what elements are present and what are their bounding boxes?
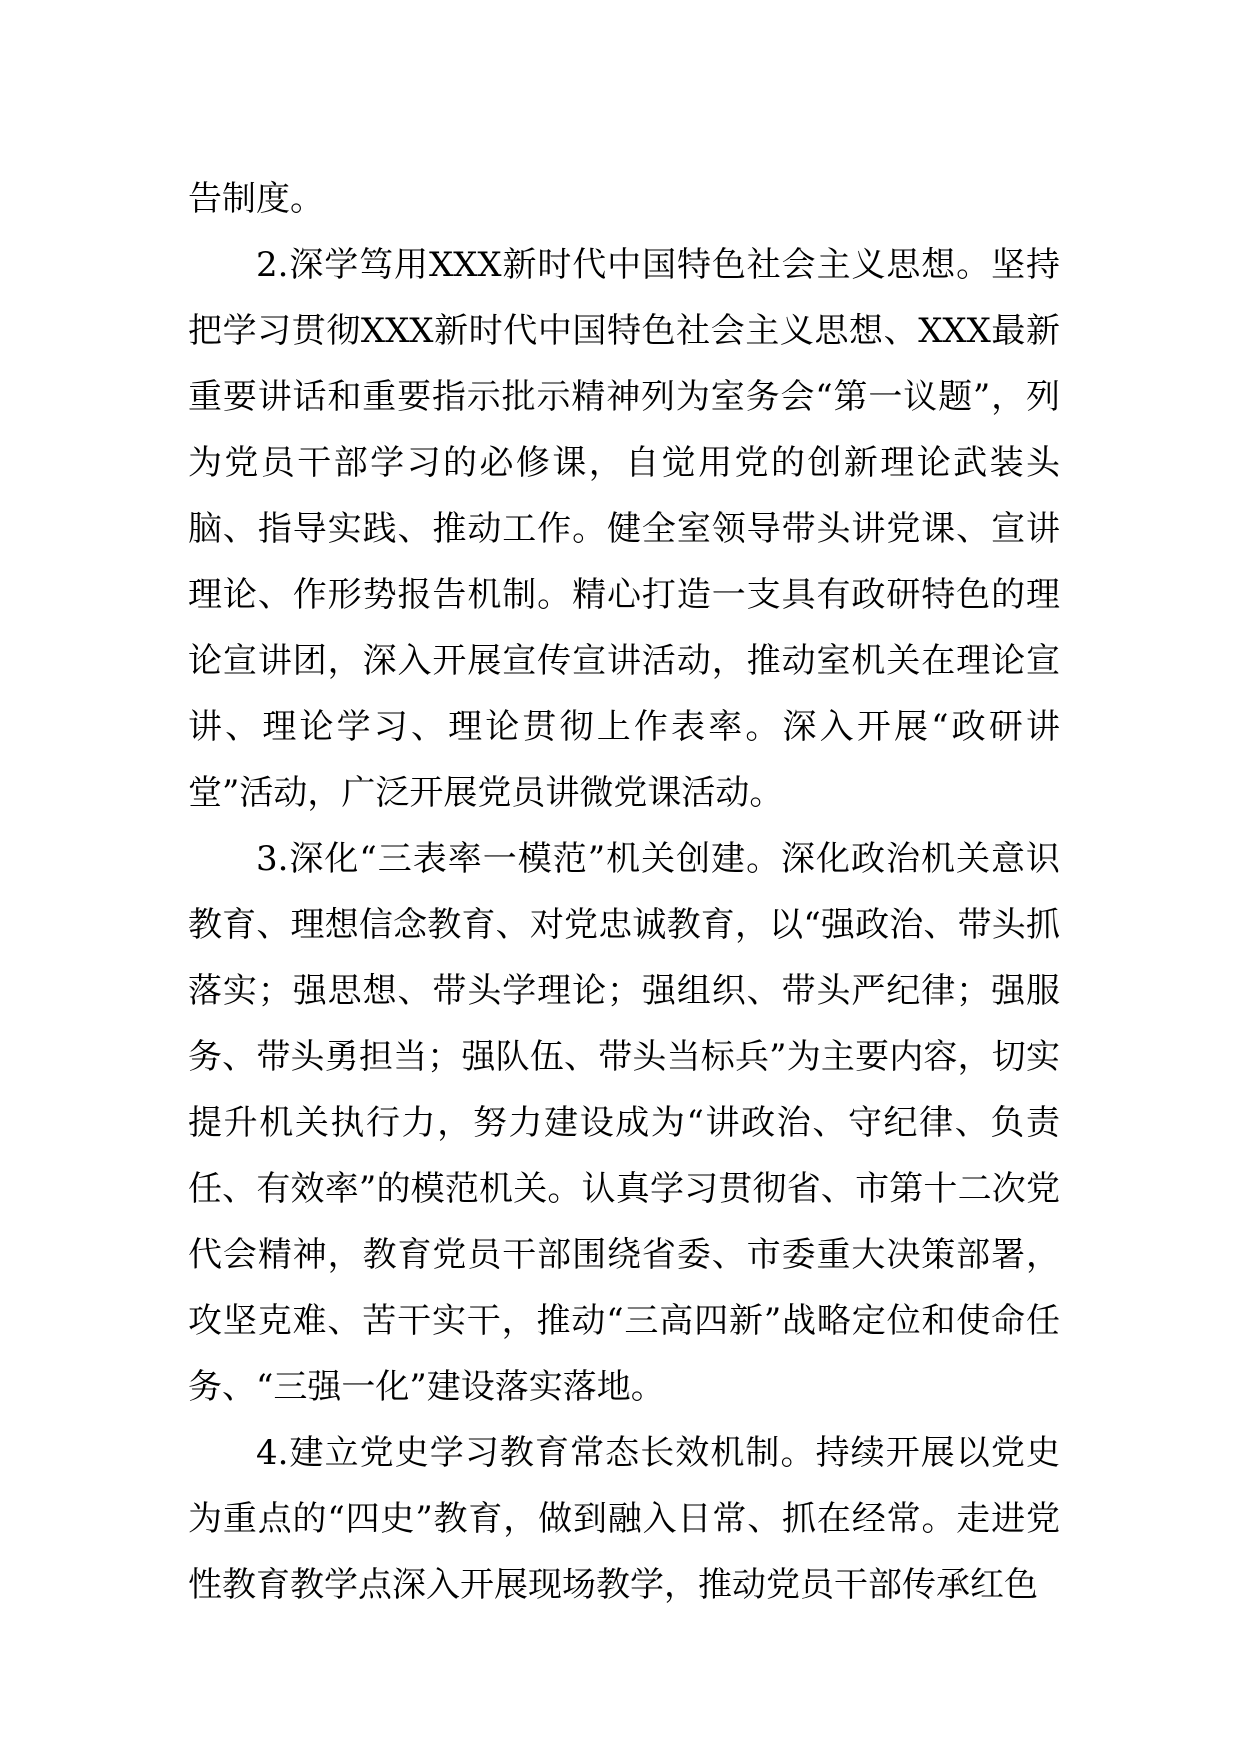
paragraph-item-3: 3.深化“三表率一模范”机关创建。深化政治机关意识教育、理想信念教育、对党忠诚教育，以“强政治、带头抓落实；强思想、带头学理论；强组织、带头严纪律；强服务、带头勇担当；强队伍、带头当标兵”为主要内容，切实提升机关执行力，努力建设成为“讲政治、守纪律、负责任、有效率”的模范机关。认真学习贯彻省、市第十二次党代会精神，教育党员干部围绕省委、市委重大决策部署，攻坚克难、苦干实干，推动“三高四新”战略定位和使命任务、“三强一化”建设落实落地。 bbox=[188, 839, 1060, 1407]
paragraph-continuation: 告制度。 bbox=[188, 179, 324, 219]
paragraph-item-4: 4.建立党史学习教育常态长效机制。持续开展以党史为重点的“四史”教育，做到融入日常、抓在经常。走进党性教育教学点深入开展现场教学，推动党员干部传承红色 bbox=[188, 1433, 1060, 1605]
paragraph-item-2: 2.深学笃用XXX新时代中国特色社会主义思想。坚持把学习贯彻XXX新时代中国特色社会主义思想、XXX最新重要讲话和重要指示批示精神列为室务会“第一议题”，列为党员干部学习的必修课，自觉用党的创新理论武装头脑、指导实践、推动工作。健全室领导带头讲党课、宣讲理论、作形势报告机制。精心打造一支具有政研特色的理论宣讲团，深入开展宣传宣讲活动，推动室机关在理论宣讲、理论学习、理论贯彻上作表率。深入开展“政研讲堂”活动，广泛开展党员讲微党课活动。 bbox=[188, 245, 1060, 813]
document-body bbox=[188, 166, 1060, 1618]
